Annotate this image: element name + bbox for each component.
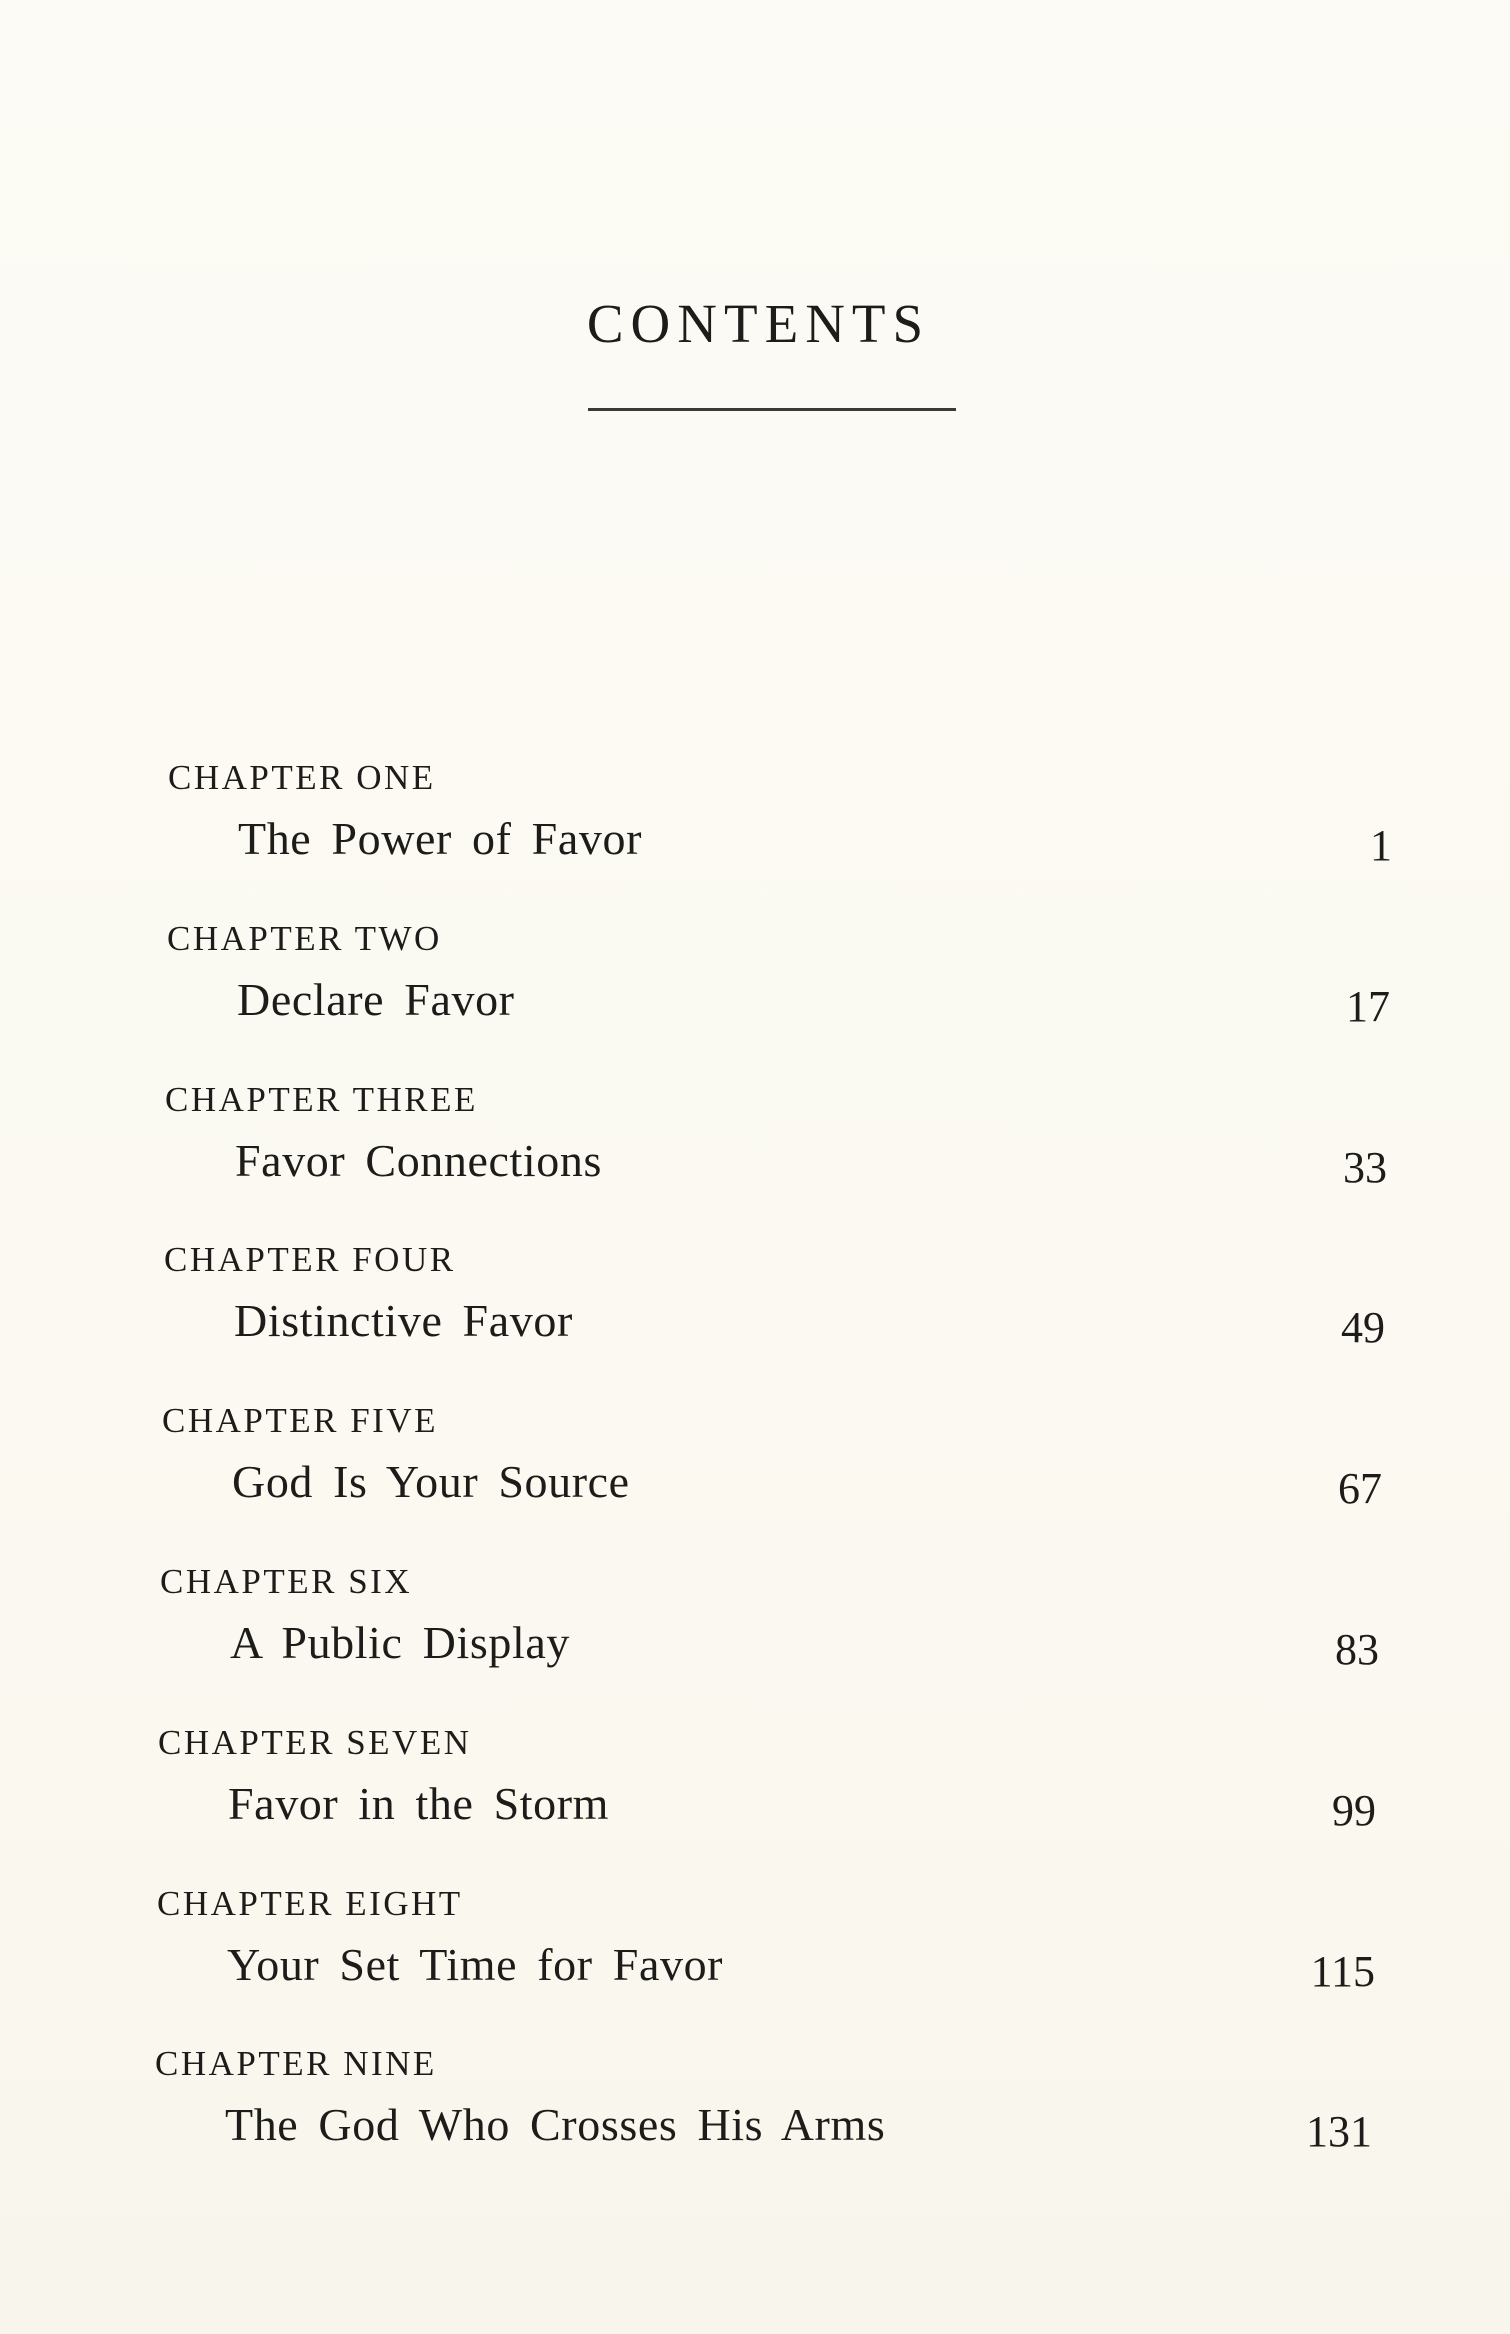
- chapter-title: Your Set Time for Favor: [227, 1939, 724, 1990]
- chapter-label: CHAPTER SIX: [160, 1562, 413, 1601]
- chapter-title: Favor Connections: [235, 1135, 602, 1186]
- chapter-label: CHAPTER FIVE: [162, 1401, 438, 1440]
- chapter-page-number: 17: [1346, 982, 1390, 1031]
- chapter-page-number: 49: [1341, 1303, 1385, 1352]
- chapter-page-number: 131: [1306, 2107, 1372, 2156]
- chapter-label: CHAPTER SEVEN: [158, 1723, 472, 1762]
- chapter-label: CHAPTER FOUR: [164, 1240, 456, 1279]
- chapter-page-number: 83: [1335, 1625, 1379, 1674]
- chapter-label: CHAPTER NINE: [155, 2044, 437, 2083]
- chapter-title: Distinctive Favor: [234, 1295, 573, 1346]
- chapter-title: Favor in the Storm: [228, 1778, 610, 1829]
- chapter-page-number: 99: [1332, 1786, 1376, 1835]
- chapter-label: CHAPTER EIGHT: [157, 1884, 463, 1923]
- chapter-title: Declare Favor: [237, 974, 515, 1025]
- chapter-title: A Public Display: [230, 1617, 570, 1668]
- chapter-page-number: 67: [1338, 1464, 1382, 1513]
- page-title: CONTENTS: [586, 293, 931, 354]
- chapter-page-number: 115: [1310, 1947, 1375, 1996]
- chapter-label: CHAPTER THREE: [165, 1080, 478, 1119]
- chapter-title: The God Who Crosses His Arms: [225, 2099, 886, 2150]
- chapter-page-number: 1: [1370, 821, 1392, 870]
- chapter-label: CHAPTER ONE: [168, 758, 436, 797]
- chapter-page-number: 33: [1343, 1143, 1387, 1192]
- chapter-label: CHAPTER TWO: [167, 919, 442, 958]
- chapter-title: The Power of Favor: [238, 813, 642, 864]
- chapter-title: God Is Your Source: [232, 1456, 630, 1507]
